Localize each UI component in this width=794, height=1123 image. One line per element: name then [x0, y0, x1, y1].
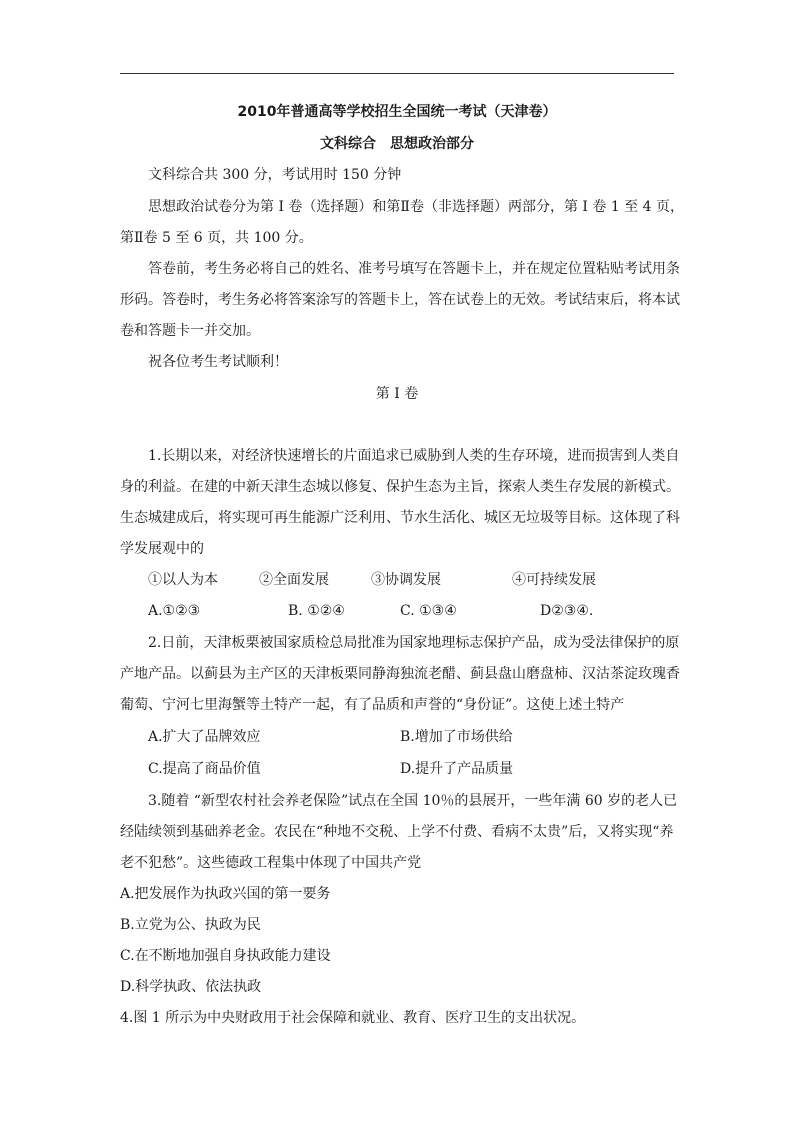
- q2-option-a: A.扩大了品牌效应: [148, 729, 261, 745]
- q1-option-b: B. ①②④: [288, 603, 345, 619]
- question-line: 4.图 1 所示为中央财政用于社会保障和就业、教育、医疗卫生的支出状况。: [120, 1010, 586, 1026]
- question-line: 2.日前，天津板栗被国家质检总局批准为国家地理标志保护产品，成为受法律保护的原: [148, 635, 680, 651]
- q1-option-c: C. ①③④: [400, 603, 457, 619]
- intro-line: 祝各位考生考试顺利！: [148, 354, 288, 370]
- intro-line: 答卷前，考生务必将自己的姓名、准考号填写在答题卡上，并在规定位置粘贴考试用条: [148, 261, 680, 277]
- question-line: 1.长期以来，对经济快速增长的片面追求已威胁到人类的生存环境，进而损害到人类自: [148, 448, 680, 464]
- question-line: 老不犯愁”。这些德政工程集中体现了中国共产党: [120, 855, 422, 871]
- question-line: 产地产品。以蓟县为主产区的天津板栗同静海独流老醋、蓟县盘山磨盘柿、汉沽茶淀玫瑰香: [120, 666, 680, 682]
- q2-option-c: C.提高了商品价值: [148, 761, 261, 777]
- q1-option-d: D②③④.: [540, 603, 594, 619]
- question-line: 生态城建成后，将实现可再生能源广泛利用、节水生活化、城区无垃圾等目标。这体现了科: [120, 510, 680, 526]
- intro-line: 文科综合共 300 分，考试用时 150 分钟: [148, 167, 402, 183]
- q2-option-d: D.提升了产品质量: [400, 761, 514, 777]
- q1-item: ①以人为本: [148, 572, 218, 588]
- q1-item: ③协调发展: [371, 572, 441, 588]
- q3-option-c: C.在不断地加强自身执政能力建设: [120, 948, 331, 964]
- question-line: 经陆续领到基础养老金。农民在“种地不交税、上学不付费、看病不太贵”后，又将实现“养: [120, 824, 674, 840]
- q1-item: ②全面发展: [259, 572, 329, 588]
- question-line: 学发展观中的: [120, 541, 204, 557]
- question-line: 3.随着 “新型农村社会养老保险”试点在全国 10％的县展开，一些年满 60 岁的老人已: [148, 793, 678, 809]
- q3-option-d: D.科学执政、依法执政: [120, 979, 262, 995]
- q1-option-a: A.①②③: [148, 603, 201, 619]
- question-line: 身的利益。在建的中新天津生态城以修复、保护生态为主旨，探索人类生存发展的新模式。: [120, 479, 680, 495]
- intro-line: 思想政治试卷分为第 I 卷（选择题）和第Ⅱ卷（非选择题）两部分，第 I 卷 1 至 4 页，: [148, 199, 684, 215]
- exam-title: 2010年普通高等学校招生全国统一考试（天津卷）: [237, 104, 557, 120]
- question-line: 葡萄、宁河七里海蟹等土特产一起，有了品质和声誉的“身份证”。这使上述土特产: [120, 697, 625, 713]
- q3-option-a: A.把发展作为执政兴国的第一要务: [120, 886, 331, 902]
- q2-option-b: B.增加了市场供给: [400, 729, 513, 745]
- section-title: 第 I 卷: [375, 386, 419, 402]
- q3-option-b: B.立党为公、执政为民: [120, 917, 261, 933]
- exam-subtitle: 文科综合 思想政治部分: [320, 136, 474, 152]
- q1-item: ④可持续发展: [512, 572, 596, 588]
- intro-line: 卷和答题卡一并交加。: [120, 323, 260, 339]
- intro-line: 形码。答卷时，考生务必将答案涂写的答题卡上，答在试卷上的无效。考试结束后，将本试: [120, 292, 680, 308]
- intro-line: 第Ⅱ卷 5 至 6 页，共 100 分。: [120, 230, 313, 246]
- header-rule: [120, 73, 674, 74]
